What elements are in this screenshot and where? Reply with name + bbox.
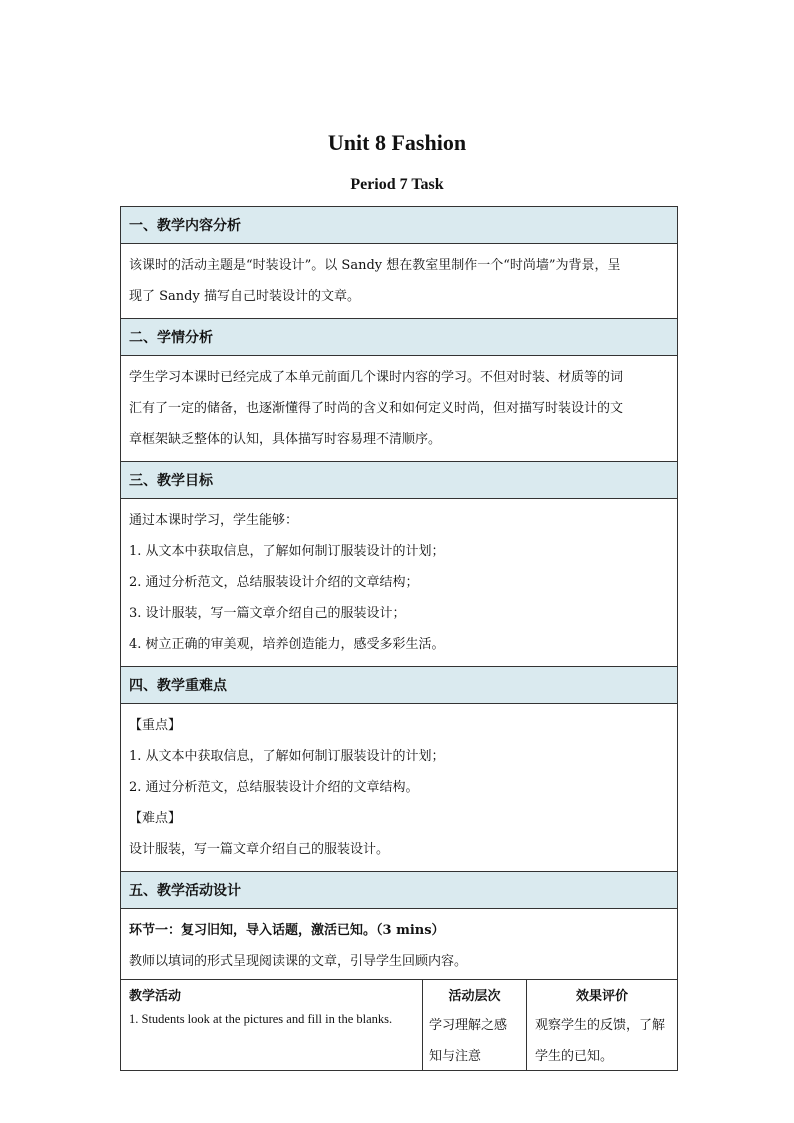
section-header: 二、学情分析 xyxy=(121,319,677,355)
section-header: 一、教学内容分析 xyxy=(121,207,677,243)
column-header: 教学活动 xyxy=(129,989,182,1004)
section-key-points xyxy=(120,666,678,871)
list-item: 1. 从文本中获取信息，了解如何制订服装设计的计划； xyxy=(129,749,445,764)
evaluation-text: 学生的已知。 xyxy=(535,1049,614,1064)
document-title: Unit 8 Fashion xyxy=(327,130,467,155)
activity-table xyxy=(121,979,677,1070)
section-objectives xyxy=(120,461,678,666)
step-heading: 环节一：复习旧知，导入话题，激活已知。（3 mins） xyxy=(129,923,445,938)
evaluation-text: 观察学生的反馈，了解 xyxy=(535,1018,666,1033)
activity-text: 1. Students look at the pictures and fill in the blanks. xyxy=(129,1012,393,1026)
list-item: 1. 从文本中获取信息，了解如何制订服装设计的计划； xyxy=(129,544,445,559)
list-item: 2. 通过分析范文，总结服装设计介绍的文章结构； xyxy=(129,575,419,590)
subheading: 【重点】 xyxy=(129,718,182,733)
section-header: 五、教学活动设计 xyxy=(121,872,677,908)
list-item: 2. 通过分析范文，总结服装设计介绍的文章结构。 xyxy=(129,780,419,795)
level-column xyxy=(423,980,527,1070)
level-text: 学习理解之感 xyxy=(429,1018,508,1033)
section-header: 三、教学目标 xyxy=(121,462,677,498)
column-header: 活动层次 xyxy=(448,989,501,1004)
paragraph-line: 通过本课时学习，学生能够： xyxy=(129,513,299,528)
paragraph-line: 设计服装，写一篇文章介绍自己的服装设计。 xyxy=(129,842,390,857)
document-subtitle: Period 7 Task xyxy=(350,176,444,193)
lesson-plan-table xyxy=(120,206,678,1071)
column-header: 效果评价 xyxy=(575,989,628,1004)
paragraph-line: 章框架缺乏整体的认知，具体描写时容易理不清顺序。 xyxy=(129,432,442,447)
paragraph-line: 该课时的活动主题是“时装设计”。以 Sandy 想在教室里制作一个“时尚墙”为背景，呈 xyxy=(129,258,621,273)
paragraph-line: 学生学习本课时已经完成了本单元前面几个课时内容的学习。不但对时装、材质等的词 xyxy=(129,370,624,385)
paragraph-line: 现了 Sandy 描写自己时装设计的文章。 xyxy=(129,289,360,304)
activity-column xyxy=(121,980,423,1070)
paragraph-line: 汇有了一定的储备，也逐渐懂得了时尚的含义和如何定义时尚，但对描写时装设计的文 xyxy=(129,401,624,416)
section-learner-analysis xyxy=(120,318,678,461)
step-description: 教师以填词的形式呈现阅读课的文章，引导学生回顾内容。 xyxy=(129,954,468,969)
section-header: 四、教学重难点 xyxy=(121,667,677,703)
list-item: 3. 设计服装，写一篇文章介绍自己的服装设计； xyxy=(129,606,406,621)
list-item: 4. 树立正确的审美观，培养创造能力，感受多彩生活。 xyxy=(129,637,445,652)
section-activity-design xyxy=(120,871,678,1071)
level-text: 知与注意 xyxy=(429,1049,482,1064)
section-content-analysis xyxy=(120,206,678,318)
subheading: 【难点】 xyxy=(129,811,182,826)
evaluation-column xyxy=(527,980,677,1070)
